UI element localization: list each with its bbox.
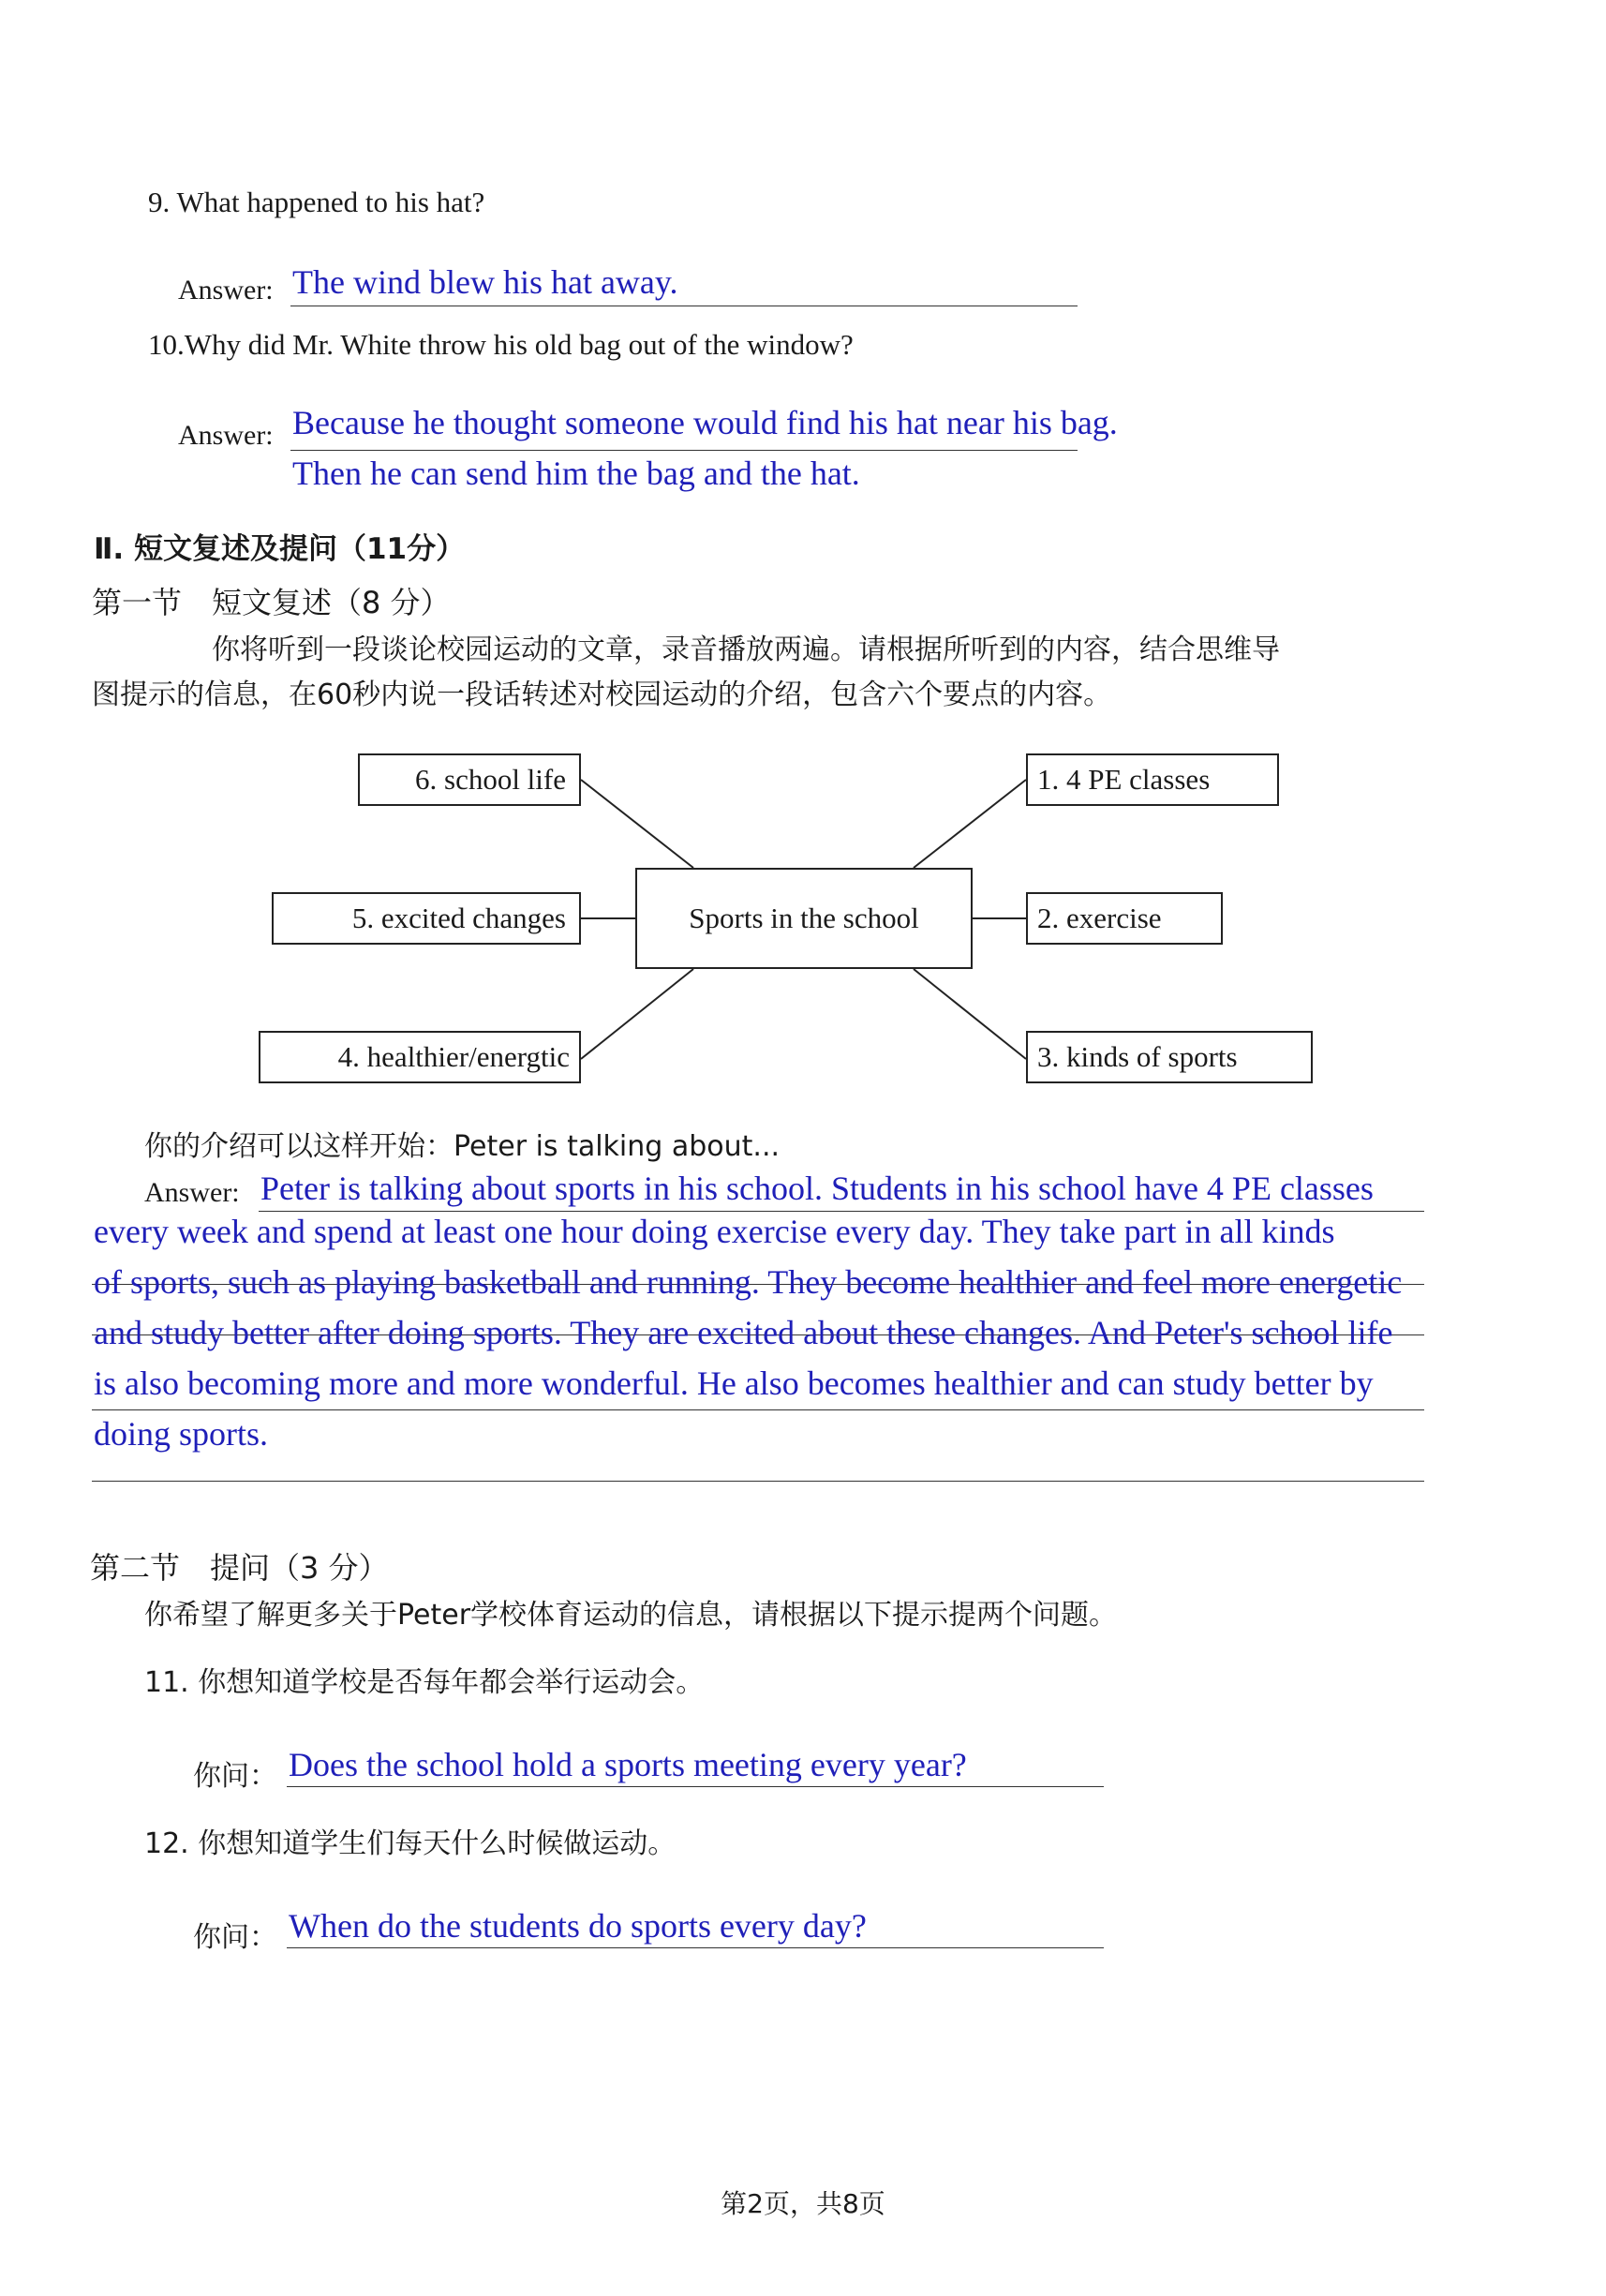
retell-line-1: Peter is talking about sports in his school. Students in his school have 4 PE classes xyxy=(260,1170,1374,1207)
mindmap-center-box xyxy=(635,868,973,969)
retell-answer-label: Answer: xyxy=(144,1177,240,1208)
question-11-rule xyxy=(287,1786,1104,1787)
question-12-label: 你问： xyxy=(193,1921,277,1954)
part-1-title: 第一节 短文复述（8 分） xyxy=(92,585,451,620)
question-11-answer: Does the school hold a sports meeting every year? xyxy=(289,1746,967,1783)
mindmap-node-2-label: 2. exercise xyxy=(1037,902,1162,934)
retell-line-5: is also becoming more and more wonderful. He also becomes healthier and can study better by xyxy=(94,1364,1374,1402)
question-10: 10.Why did Mr. White throw his old bag out of the window? xyxy=(148,328,854,361)
question-12-answer: When do the students do sports every day? xyxy=(289,1907,867,1945)
mindmap-node-3-label: 3. kinds of sports xyxy=(1037,1040,1238,1073)
section-2-title: Ⅱ. 短文复述及提问（11分） xyxy=(94,532,466,566)
instruction-line-2: 图提示的信息，在60秒内说一段话转述对校园运动的介绍，包含六个要点的内容。 xyxy=(92,678,1112,711)
instruction-line-1: 你将听到一段谈论校园运动的文章，录音播放两遍。请根据所听到的内容，结合思维导 xyxy=(212,634,1280,666)
mindmap-node-5 xyxy=(272,892,581,945)
question-9: 9. What happened to his hat? xyxy=(148,186,485,218)
retell-line-4: and study better after doing sports. They are excited about these changes. And Peter's school life xyxy=(94,1314,1393,1351)
mindmap-node-5-label: 5. excited changes xyxy=(351,902,566,934)
part-2-title: 第二节 提问（3 分） xyxy=(90,1550,389,1586)
mindmap-center-label: Sports in the school xyxy=(689,902,919,934)
part-2-instruction: 你希望了解更多关于Peter学校体育运动的信息，请根据以下提示提两个问题。 xyxy=(144,1599,1118,1632)
retell-prompt: 你的介绍可以这样开始：Peter is talking about... xyxy=(144,1130,781,1163)
mindmap-node-1 xyxy=(1026,753,1279,806)
retell-line-6: doing sports. xyxy=(94,1415,269,1453)
answer-10-line-2: Then he can send him the bag and the hat. xyxy=(292,455,860,492)
question-12: 12. 你想知道学生们每天什么时候做运动。 xyxy=(144,1827,677,1860)
page-number: 第2页，共8页 xyxy=(721,2188,885,2219)
mindmap-node-6 xyxy=(358,753,581,806)
question-11: 11. 你想知道学校是否每年都会举行运动会。 xyxy=(144,1666,705,1699)
mindmap-node-4-label: 4. healthier/energtic xyxy=(337,1040,570,1073)
mindmap-node-2 xyxy=(1026,892,1223,945)
mindmap-node-4 xyxy=(259,1031,581,1083)
retell-rule-4 xyxy=(92,1409,1424,1410)
answer-10-label: Answer: xyxy=(178,420,274,451)
answer-10-line-1: Because he thought someone would find his hat near his bag. xyxy=(292,404,1118,441)
answer-9: The wind blew his hat away. xyxy=(292,263,678,301)
retell-rule-5 xyxy=(92,1481,1424,1482)
answer-9-label: Answer: xyxy=(178,275,274,306)
mindmap-node-6-label: 6. school life xyxy=(415,763,566,796)
mindmap-node-3 xyxy=(1026,1031,1313,1083)
retell-line-3: of sports, such as playing basketball and running. They become healthier and feel more energetic xyxy=(94,1263,1403,1301)
retell-line-2: every week and spend at least one hour doing exercise every day. They take part in all kinds xyxy=(94,1213,1335,1250)
question-11-label: 你问： xyxy=(193,1760,277,1793)
question-12-rule xyxy=(287,1947,1104,1948)
mindmap-node-1-label: 1. 4 PE classes xyxy=(1037,763,1211,796)
